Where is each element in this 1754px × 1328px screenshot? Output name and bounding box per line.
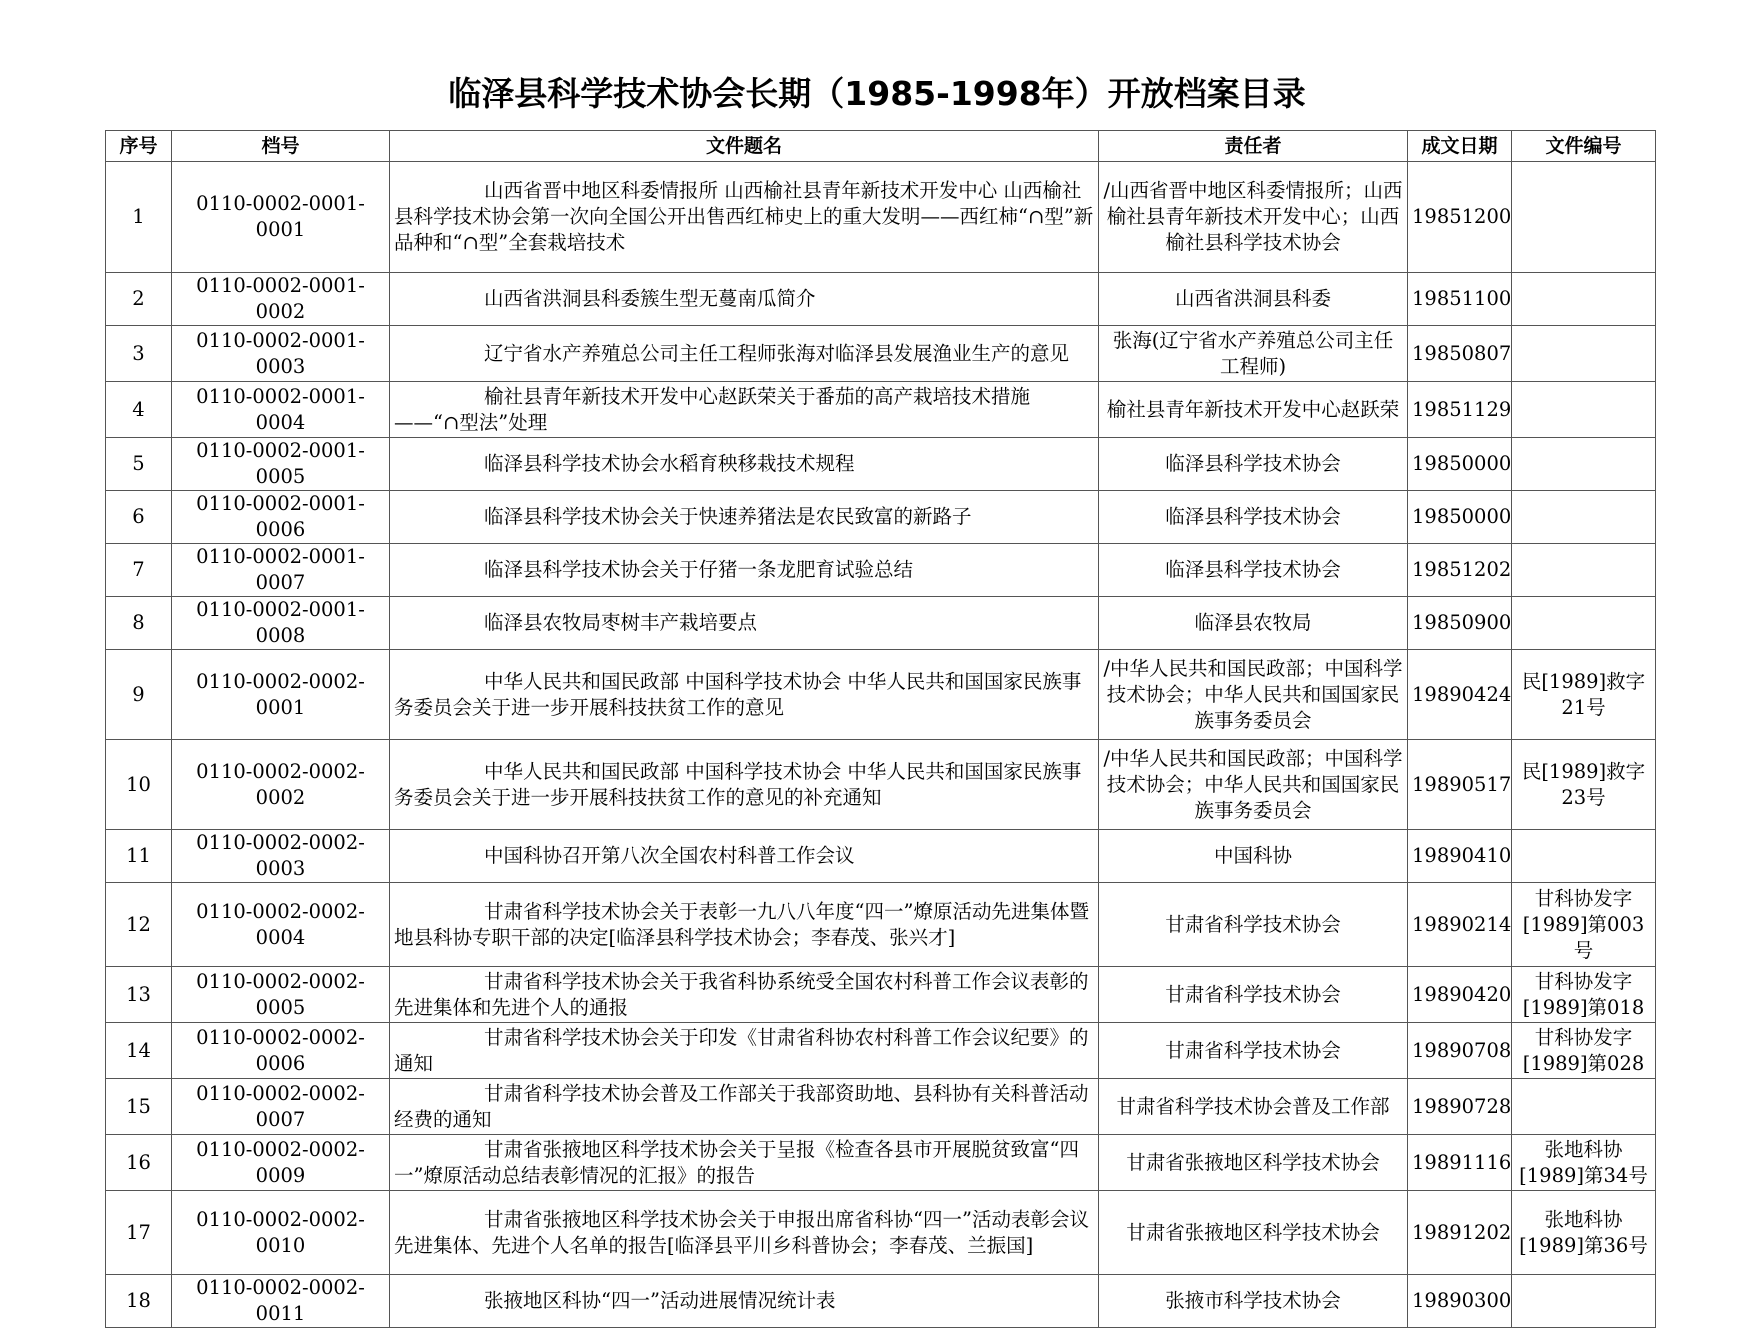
cell-responsible: 甘肃省科学技术协会普及工作部	[1099, 1079, 1408, 1135]
table-row	[106, 740, 1656, 830]
table-row	[106, 597, 1656, 650]
cell-file-number: 张地科协[1989]第34号	[1512, 1135, 1656, 1191]
cell-archive-number: 0110-0002-0001-0004	[172, 382, 390, 438]
cell-date: 19851129	[1408, 382, 1512, 438]
cell-responsible: 临泽县科学技术协会	[1099, 438, 1408, 491]
cell-archive-number: 0110-0002-0002-0004	[172, 883, 390, 967]
cell-file-title: 中华人民共和国民政部 中国科学技术协会 中华人民共和国国家民族事务委员会关于进一步开展科技扶贫工作的意见的补充通知	[390, 740, 1099, 830]
cell-responsible: /山西省晋中地区科委情报所；山西榆社县青年新技术开发中心；山西榆社县科学技术协会	[1099, 162, 1408, 273]
cell-archive-number: 0110-0002-0001-0007	[172, 544, 390, 597]
cell-seq: 10	[106, 740, 172, 830]
cell-file-title: 中华人民共和国民政部 中国科学技术协会 中华人民共和国国家民族事务委员会关于进一步开展科技扶贫工作的意见	[390, 650, 1099, 740]
cell-file-title: 临泽县农牧局枣树丰产栽培要点	[390, 597, 1099, 650]
table-row	[106, 883, 1656, 967]
cell-seq: 4	[106, 382, 172, 438]
cell-file-number	[1512, 273, 1656, 326]
cell-archive-number: 0110-0002-0002-0005	[172, 967, 390, 1023]
table-body	[106, 162, 1656, 1328]
table-row	[106, 438, 1656, 491]
cell-file-title: 甘肃省科学技术协会关于表彰一九八八年度“四一”燎原活动先进集体暨地县科协专职干部的决定[临泽县科学技术协会；李春茂、张兴才]	[390, 883, 1099, 967]
cell-date: 19890420	[1408, 967, 1512, 1023]
table-row	[106, 1275, 1656, 1328]
cell-responsible: 临泽县科学技术协会	[1099, 544, 1408, 597]
table-row	[106, 1135, 1656, 1191]
header-archive-number: 档号	[172, 131, 390, 162]
cell-responsible: 张海(辽宁省水产养殖总公司主任工程师)	[1099, 326, 1408, 382]
header-date: 成文日期	[1408, 131, 1512, 162]
cell-archive-number: 0110-0002-0001-0003	[172, 326, 390, 382]
cell-file-title: 临泽县科学技术协会关于仔猪一条龙肥育试验总结	[390, 544, 1099, 597]
cell-responsible: 甘肃省科学技术协会	[1099, 967, 1408, 1023]
cell-file-number	[1512, 438, 1656, 491]
cell-file-number: 甘科协发字[1989]第003号	[1512, 883, 1656, 967]
cell-file-number: 民[1989]救字21号	[1512, 650, 1656, 740]
cell-responsible: 甘肃省张掖地区科学技术协会	[1099, 1135, 1408, 1191]
cell-seq: 7	[106, 544, 172, 597]
table-row	[106, 162, 1656, 273]
cell-file-title: 甘肃省张掖地区科学技术协会关于申报出席省科协“四一”活动表彰会议先进集体、先进个人名单的报告[临泽县平川乡科普协会；李春茂、兰振国]	[390, 1191, 1099, 1275]
cell-file-number	[1512, 162, 1656, 273]
table-row	[106, 544, 1656, 597]
cell-date: 19850807	[1408, 326, 1512, 382]
cell-seq: 8	[106, 597, 172, 650]
cell-file-title: 辽宁省水产养殖总公司主任工程师张海对临泽县发展渔业生产的意见	[390, 326, 1099, 382]
cell-file-title: 甘肃省科学技术协会关于我省科协系统受全国农村科普工作会议表彰的先进集体和先进个人的通报	[390, 967, 1099, 1023]
cell-archive-number: 0110-0002-0002-0002	[172, 740, 390, 830]
cell-file-number	[1512, 491, 1656, 544]
cell-date: 19851202	[1408, 544, 1512, 597]
cell-file-number	[1512, 326, 1656, 382]
cell-archive-number: 0110-0002-0002-0003	[172, 830, 390, 883]
cell-file-number: 张地科协[1989]第36号	[1512, 1191, 1656, 1275]
table-row	[106, 1023, 1656, 1079]
table-row	[106, 273, 1656, 326]
cell-seq: 5	[106, 438, 172, 491]
cell-archive-number: 0110-0002-0002-0001	[172, 650, 390, 740]
archive-catalog-table	[105, 130, 1656, 1328]
cell-responsible: /中华人民共和国民政部；中国科学技术协会；中华人民共和国国家民族事务委员会	[1099, 650, 1408, 740]
cell-seq: 6	[106, 491, 172, 544]
cell-file-title: 甘肃省科学技术协会普及工作部关于我部资助地、县科协有关科普活动经费的通知	[390, 1079, 1099, 1135]
cell-responsible: 榆社县青年新技术开发中心赵跃荣	[1099, 382, 1408, 438]
cell-responsible: /中华人民共和国民政部；中国科学技术协会；中华人民共和国国家民族事务委员会	[1099, 740, 1408, 830]
cell-date: 19890214	[1408, 883, 1512, 967]
cell-seq: 3	[106, 326, 172, 382]
cell-archive-number: 0110-0002-0001-0008	[172, 597, 390, 650]
cell-seq: 18	[106, 1275, 172, 1328]
cell-date: 19890708	[1408, 1023, 1512, 1079]
table-row	[106, 382, 1656, 438]
table-row	[106, 1079, 1656, 1135]
cell-date: 19890410	[1408, 830, 1512, 883]
cell-file-number	[1512, 382, 1656, 438]
cell-archive-number: 0110-0002-0001-0001	[172, 162, 390, 273]
cell-date: 19851100	[1408, 273, 1512, 326]
cell-date: 19890300	[1408, 1275, 1512, 1328]
cell-date: 19890728	[1408, 1079, 1512, 1135]
cell-file-number	[1512, 1275, 1656, 1328]
cell-seq: 17	[106, 1191, 172, 1275]
cell-file-number	[1512, 597, 1656, 650]
cell-seq: 2	[106, 273, 172, 326]
table-row	[106, 1191, 1656, 1275]
cell-responsible: 临泽县科学技术协会	[1099, 491, 1408, 544]
header-file-number: 文件编号	[1512, 131, 1656, 162]
cell-date: 19850900	[1408, 597, 1512, 650]
cell-file-number	[1512, 830, 1656, 883]
cell-archive-number: 0110-0002-0002-0006	[172, 1023, 390, 1079]
cell-seq: 14	[106, 1023, 172, 1079]
cell-archive-number: 0110-0002-0002-0010	[172, 1191, 390, 1275]
cell-file-title: 榆社县青年新技术开发中心赵跃荣关于番茄的高产栽培技术措施——“∩型法”处理	[390, 382, 1099, 438]
cell-responsible: 临泽县农牧局	[1099, 597, 1408, 650]
cell-file-title: 甘肃省张掖地区科学技术协会关于呈报《检查各县市开展脱贫致富“四一”燎原活动总结表彰情况的汇报》的报告	[390, 1135, 1099, 1191]
cell-responsible: 甘肃省科学技术协会	[1099, 883, 1408, 967]
cell-file-number: 民[1989]救字23号	[1512, 740, 1656, 830]
cell-seq: 15	[106, 1079, 172, 1135]
header-row	[106, 131, 1656, 162]
cell-file-number: 甘科协发字[1989]第028	[1512, 1023, 1656, 1079]
cell-seq: 9	[106, 650, 172, 740]
cell-date: 19851200	[1408, 162, 1512, 273]
cell-file-title: 甘肃省科学技术协会关于印发《甘肃省科协农村科普工作会议纪要》的通知	[390, 1023, 1099, 1079]
cell-file-title: 张掖地区科协“四一”活动进展情况统计表	[390, 1275, 1099, 1328]
cell-seq: 13	[106, 967, 172, 1023]
cell-responsible: 张掖市科学技术协会	[1099, 1275, 1408, 1328]
cell-archive-number: 0110-0002-0001-0005	[172, 438, 390, 491]
cell-archive-number: 0110-0002-0002-0009	[172, 1135, 390, 1191]
cell-responsible: 甘肃省张掖地区科学技术协会	[1099, 1191, 1408, 1275]
cell-file-title: 山西省洪洞县科委簇生型无蔓南瓜简介	[390, 273, 1099, 326]
cell-file-number	[1512, 544, 1656, 597]
cell-date: 19891202	[1408, 1191, 1512, 1275]
cell-file-title: 临泽县科学技术协会水稻育秧移栽技术规程	[390, 438, 1099, 491]
cell-seq: 1	[106, 162, 172, 273]
table-row	[106, 326, 1656, 382]
cell-archive-number: 0110-0002-0001-0002	[172, 273, 390, 326]
cell-archive-number: 0110-0002-0002-0011	[172, 1275, 390, 1328]
cell-archive-number: 0110-0002-0001-0006	[172, 491, 390, 544]
cell-date: 19891116	[1408, 1135, 1512, 1191]
table-row	[106, 967, 1656, 1023]
table-row	[106, 491, 1656, 544]
cell-seq: 12	[106, 883, 172, 967]
cell-file-title: 山西省晋中地区科委情报所 山西榆社县青年新技术开发中心 山西榆社县科学技术协会第一次向全国公开出售西红柿史上的重大发明——西红柿“∩型”新品种和“∩型”全套栽培技术	[390, 162, 1099, 273]
cell-date: 19850000	[1408, 491, 1512, 544]
header-seq: 序号	[106, 131, 172, 162]
cell-seq: 11	[106, 830, 172, 883]
document-title: 临泽县科学技术协会长期（1985-1998年）开放档案目录	[448, 74, 1306, 113]
cell-date: 19890424	[1408, 650, 1512, 740]
cell-responsible: 山西省洪洞县科委	[1099, 273, 1408, 326]
table-row	[106, 650, 1656, 740]
cell-responsible: 甘肃省科学技术协会	[1099, 1023, 1408, 1079]
cell-date: 19850000	[1408, 438, 1512, 491]
cell-file-number	[1512, 1079, 1656, 1135]
cell-file-number: 甘科协发字[1989]第018	[1512, 967, 1656, 1023]
cell-file-title: 中国科协召开第八次全国农村科普工作会议	[390, 830, 1099, 883]
cell-responsible: 中国科协	[1099, 830, 1408, 883]
cell-date: 19890517	[1408, 740, 1512, 830]
cell-archive-number: 0110-0002-0002-0007	[172, 1079, 390, 1135]
header-responsible: 责任者	[1099, 131, 1408, 162]
cell-seq: 16	[106, 1135, 172, 1191]
cell-file-title: 临泽县科学技术协会关于快速养猪法是农民致富的新路子	[390, 491, 1099, 544]
table-row	[106, 830, 1656, 883]
header-file-title: 文件题名	[390, 131, 1099, 162]
